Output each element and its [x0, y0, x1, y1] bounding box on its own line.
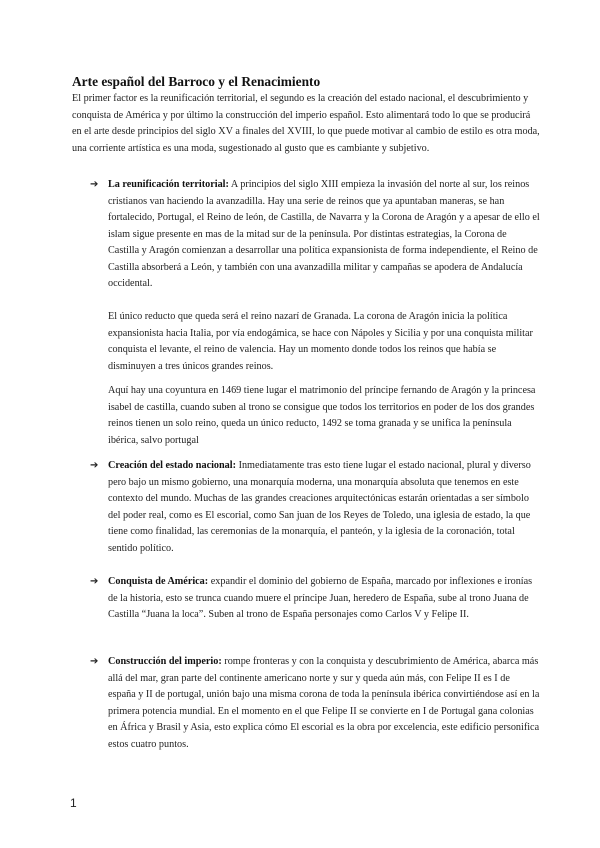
list-item-term: La reunificación territorial:	[108, 179, 229, 190]
list-item-conquista-america	[90, 574, 540, 624]
page-number: 1	[70, 796, 77, 810]
list-item-construccion-imperio	[90, 654, 540, 753]
arrow-bullet-icon: ➔	[90, 179, 99, 190]
arrow-bullet-icon: ➔	[90, 656, 99, 667]
list-item-reunificacion	[90, 177, 540, 293]
list-item-body	[108, 574, 540, 624]
arrow-bullet-icon: ➔	[90, 460, 99, 471]
list-item-text: rompe fronteras y con la conquista y descubrimiento de América, abarca más allá del mar, gran parte del continente americano norte y sur y queda aún más, con Felipe II es I de españa y II de portugal, unión bajo una misma corona de toda la península ibérica convirtiéndose así en la primera potencia mundial. En el momento en el que Felipe II se convierte en I de Portugal gana colonias en África y Brasil y Asia, esto explica cómo El escorial es la obra por excelencia, este edificio personifica estos cuatro puntos.	[108, 656, 540, 750]
intro-paragraph: El primer factor es la reunificación territorial, el segundo es la creación del estado nacional, el descubrimiento y conquista de América y por último la construcción del imperio español. Esto alimentará todo lo que se producirá en el arte desde principios del siglo XV a finales del XVIII, lo que puede motivar al cambio de estilo es otra moda, una corriente artística es una moda, sugestionado al gusto que es cambiante y subjetivo.	[72, 93, 540, 154]
list-item-body	[108, 654, 540, 753]
list-item-text: expandir el dominio del gobierno de España, marcado por inflexiones e ironías de la historia, esto se trunca cuando muere el príncipe Juan, heredero de España, sube al trono Juana de Castilla “Juana la loca”. Suben al trono de España personajes como Carlos V y Felipe II.	[108, 576, 533, 620]
list-item-term: Conquista de América:	[108, 576, 209, 587]
list-item-text: A principios del siglo XIII empieza la invasión del norte al sur, los reinos cristianos van haciendo la avanzadilla. Hay una serie de reinos que ya apuntaban maneras, se han fortalecido, Portugal, el Reino de león, de Castilla, de Navarra y la Corona de Aragón y a apesar de ello el islam sigue presente en mas de la mitad sur de la península. Por distintas estrategias, la Corona de Castilla y Aragón comienzan a desarrollar una política expansionista de forma independiente, el Reino de Castilla absorberá a León, y también con una avanzadilla militar y campañas se apodera de Andalucía occidental.	[108, 179, 540, 289]
list-item-term: Construcción del imperio:	[108, 656, 222, 667]
document-title: Arte español del Barroco y el Renacimiento	[72, 74, 321, 89]
sub-paragraph: El único reducto que queda será el reino nazarí de Granada. La corona de Aragón inicia la política expansionista hacia Italia, por vía endogámica, se hace con Nápoles y Sicilia y por una conquista militar conquista el levante, el reino de valencia. Hay un momento donde todos los reinos que había se disminuyen a tres únicos grandes reinos.	[108, 311, 533, 372]
list-item-body	[108, 177, 540, 293]
list-item-body	[108, 458, 540, 557]
list-item-text: Inmediatamente tras esto tiene lugar el estado nacional, plural y diverso pero bajo un mismo gobierno, una monarquía moderna, una monarquía absoluta que tenemos en este contexto del mundo. Muchas de las grandes creaciones arquitectónicas estarán orientadas a ser símbolo del poder real, como es El escorial, como San juan de los Reyes de Toledo, una iglesia de estado, la que tiene como finalidad, las ceremonias de la monarquía, el panteón, y la iglesia de la coronación, total sentido político.	[108, 460, 531, 554]
list-item-estado-nacional	[90, 458, 540, 557]
sub-paragraph: Aquí hay una coyuntura en 1469 tiene lugar el matrimonio del príncipe fernando de Aragón y la princesa isabel de castilla, cuando suben al trono se consigue que todos los territorios en poder de los dos grandes reinos tienen un solo reino, queda un único reducto, 1492 se toma granada y se unifica la península ibérica, salvo portugal	[108, 385, 536, 446]
list-item-term: Creación del estado nacional:	[108, 460, 237, 471]
arrow-bullet-icon: ➔	[90, 576, 99, 587]
